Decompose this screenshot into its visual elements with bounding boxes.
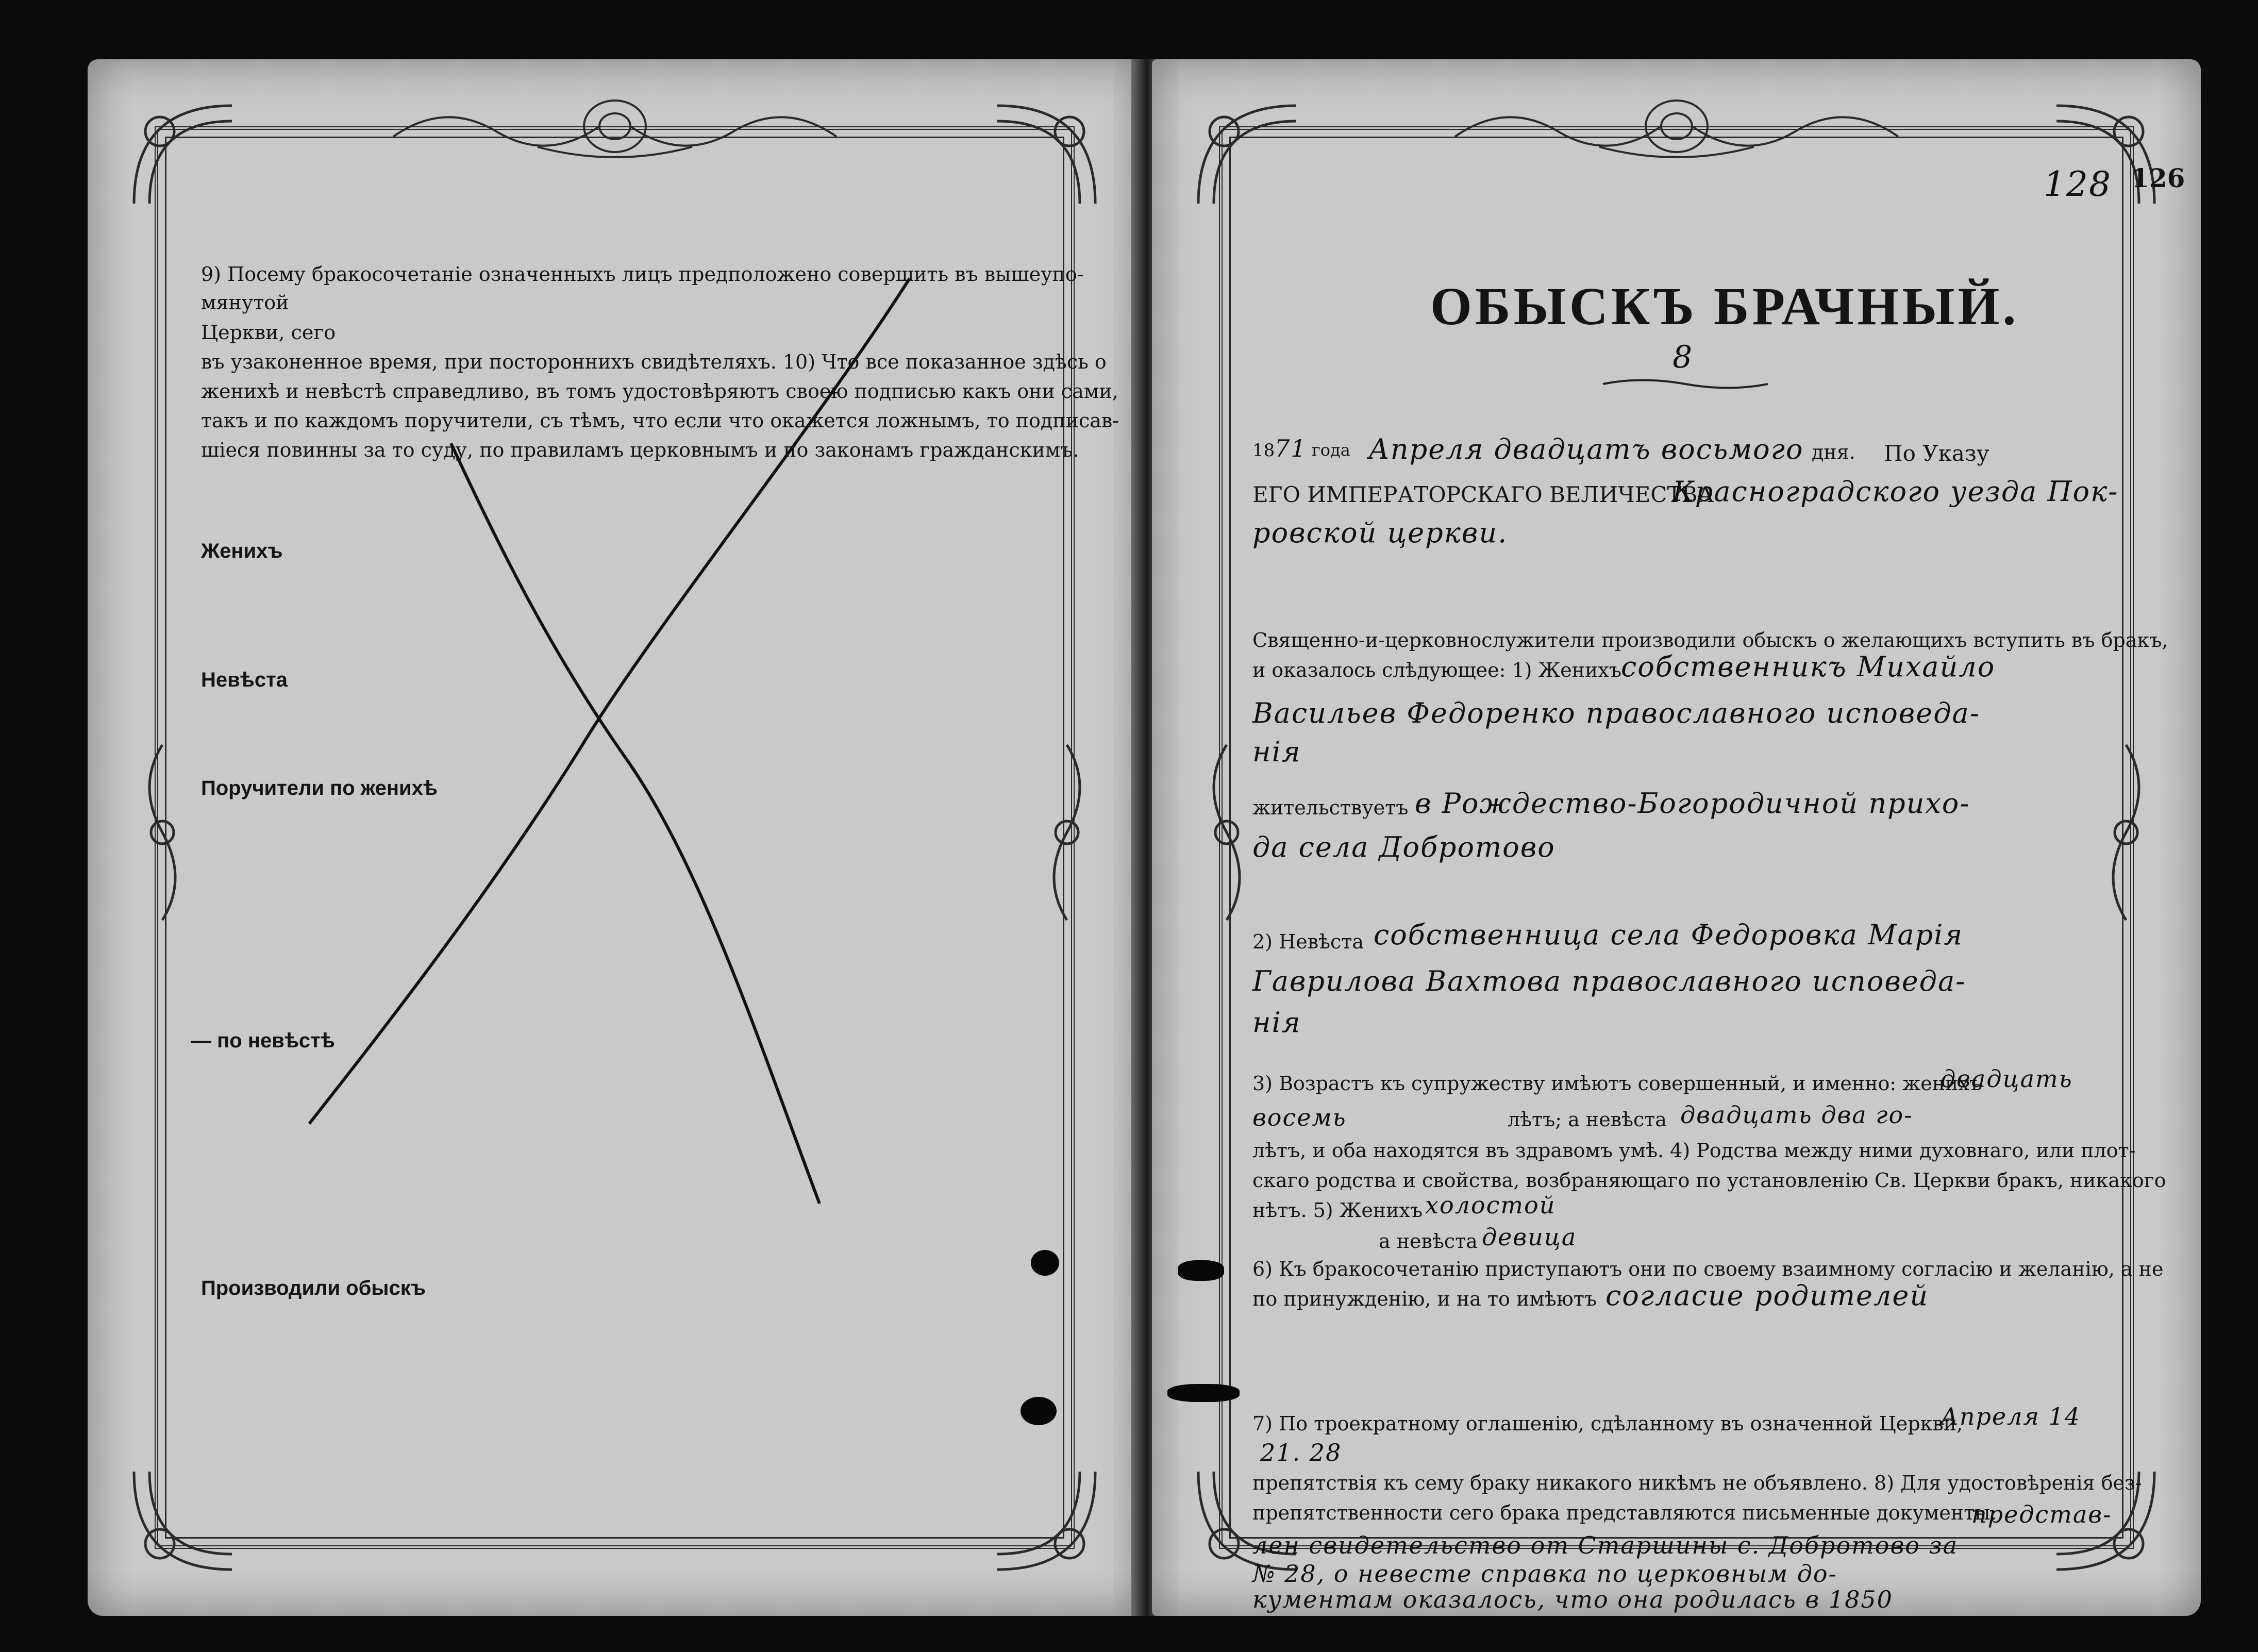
groom-handwritten-2: Васильев Федоренко православного исповеда- bbox=[1252, 697, 1980, 729]
conducted-label: Производили обыскъ bbox=[201, 1277, 426, 1299]
clause-9-line5: женихѣ и невѣстѣ справедливо, въ томъ удостовѣряютъ своею подписью какъ они сами, bbox=[201, 380, 1118, 403]
page-number-printed: 126 bbox=[2131, 163, 2185, 193]
decree-word: По Указу bbox=[1884, 441, 1989, 466]
age-groom-handwritten-1: двадцать bbox=[1941, 1065, 2073, 1093]
consent-handwritten: согласие родителей bbox=[1605, 1279, 1929, 1312]
bride-handwritten-1: собственница села Федоровка Марія bbox=[1374, 919, 1964, 951]
ink-blot bbox=[1167, 1384, 1240, 1402]
residence-handwritten-2: да села Добротово bbox=[1252, 831, 1555, 863]
age-line5: нѣтъ. 5) Женихъ bbox=[1252, 1199, 1423, 1222]
bride-status-handwritten: девица bbox=[1482, 1223, 1577, 1251]
groom-label: Женихъ bbox=[201, 540, 283, 562]
right-page bbox=[1152, 59, 2201, 1616]
title-flourish bbox=[1600, 374, 1770, 394]
documents-handwritten-4: кументам оказалось, что она родилась в 1850 bbox=[1252, 1586, 1893, 1613]
clause-9-line1: 9) Посему бракосочетаніе означенныхъ лицъ предположено совершить въ вышеупо- bbox=[201, 263, 1084, 286]
documents-handwritten-2: лен свидетельство от Старшины с. Добротово за bbox=[1252, 1531, 1959, 1559]
ink-blot bbox=[1031, 1250, 1059, 1276]
ink-blot bbox=[1178, 1260, 1224, 1281]
clause-9-line2: мянутой bbox=[201, 291, 289, 314]
page-number-handwritten: 128 bbox=[2044, 164, 2112, 204]
bride-handwritten-2: Гаврилова Вахтова православного исповеда- bbox=[1252, 965, 1966, 997]
majesty-line: ЕГО ИМПЕРАТОРСКАГО ВЕЛИЧЕСТВА bbox=[1252, 482, 1714, 507]
side-ornament bbox=[1196, 740, 1258, 925]
age-bride-handwritten: двадцать два го- bbox=[1680, 1101, 1913, 1129]
groom-handwritten-3: нія bbox=[1252, 736, 1301, 768]
clause6-line1: 6) Къ бракосочетанію приступаютъ они по своему взаимному согласію и желанію, а не bbox=[1252, 1258, 2164, 1280]
year-prefix: 18 bbox=[1252, 440, 1275, 461]
clause-9-line7: шіеся повинны за то суду, по правиламъ церковнымъ и по законамъ гражданскимъ. bbox=[201, 439, 1079, 461]
corner-ornament bbox=[1188, 95, 1307, 214]
documents-handwritten-3: № 28, о невесте справка по церковным до- bbox=[1252, 1560, 1838, 1588]
church-handwritten-2: ровской церкви. bbox=[1252, 516, 1508, 549]
intro-line2: и оказалось слѣдующее: 1) Женихъ bbox=[1252, 659, 1622, 681]
left-page bbox=[88, 59, 1142, 1616]
bride-status-label: а невѣста bbox=[1379, 1230, 1478, 1253]
intro-line1: Священно-и-церковнослужители производили обыскъ о желающихъ вступить въ бракъ, bbox=[1252, 629, 2168, 652]
banns-handwritten-2: 21. 28 bbox=[1260, 1439, 1342, 1466]
record-number: 8 bbox=[1672, 339, 1694, 375]
document-title: ОБЫСКЪ БРАЧНЫЙ. bbox=[1430, 277, 2019, 336]
clause7-line2: препятствія къ сему браку никакого никѣмъ не объявлено. 8) Для удостовѣренія без- bbox=[1252, 1472, 2142, 1494]
clause7-line3: препятственности сего брака представляются письменные документы: bbox=[1252, 1501, 1997, 1524]
clause7-line1: 7) По троекратному оглашенію, сдѣланному въ означенной Церкви, bbox=[1252, 1412, 1963, 1435]
month-handwritten: Апреля двадцатъ восьмого bbox=[1368, 433, 1804, 465]
age-line3: лѣтъ, и оба находятся въ здравомъ умѣ. 4) Родства между ними духовнаго, или плот- bbox=[1252, 1139, 2136, 1162]
groom-guarantors-label: Поручители по женихѣ bbox=[201, 777, 438, 799]
bride-label: 2) Невѣста bbox=[1252, 930, 1364, 953]
bride-guarantors-label: — по невѣстѣ bbox=[191, 1029, 335, 1052]
church-handwritten-1: Красноградского уезда Пок- bbox=[1672, 475, 2119, 508]
clause-9-line6: такъ и по каждомъ поручители, съ тѣмъ, что если что окажется ложнымъ, то подписав- bbox=[201, 409, 1119, 432]
groom-status-handwritten: холостой bbox=[1425, 1191, 1556, 1219]
clause-9-line3: Церкви, сего bbox=[201, 321, 336, 344]
age-line1: 3) Возрастъ къ супружеству имѣютъ совершенный, и именно: женихъ bbox=[1252, 1072, 1982, 1095]
year-word: года bbox=[1312, 440, 1350, 460]
cancellation-cross bbox=[88, 59, 1142, 1616]
clause6-line2: по принужденію, и на то имѣютъ bbox=[1252, 1288, 1597, 1310]
age-groom-handwritten-2: восемь bbox=[1252, 1104, 1347, 1131]
residence-handwritten-1: в Рождество-Богородичной прихо- bbox=[1415, 787, 1970, 820]
bride-label: Невѣста bbox=[201, 669, 288, 691]
ink-blot bbox=[1021, 1397, 1057, 1425]
groom-handwritten-1: собственникъ Михайло bbox=[1621, 650, 1996, 683]
top-ornament bbox=[1445, 90, 1909, 162]
age-years-word: лѣтъ; а невѣста bbox=[1508, 1108, 1667, 1131]
clause-9-line4: въ узаконенное время, при постороннихъ свидѣтеляхъ. 10) Что все показанное здѣсь о bbox=[201, 351, 1107, 373]
age-line4: скаго родства и свойства, возбраняющаго по установленію Св. Церкви бракъ, никакого bbox=[1252, 1169, 2166, 1192]
banns-handwritten-1: Апреля 14 bbox=[1941, 1403, 2081, 1430]
year-handwritten: 71 bbox=[1275, 435, 1307, 462]
day-word: дня. bbox=[1812, 441, 1855, 463]
side-ornament bbox=[2095, 740, 2157, 925]
documents-handwritten-1: представ- bbox=[1971, 1500, 2112, 1528]
bride-handwritten-3: нія bbox=[1252, 1006, 1301, 1039]
residence-label: жительствуетъ bbox=[1252, 796, 1409, 819]
